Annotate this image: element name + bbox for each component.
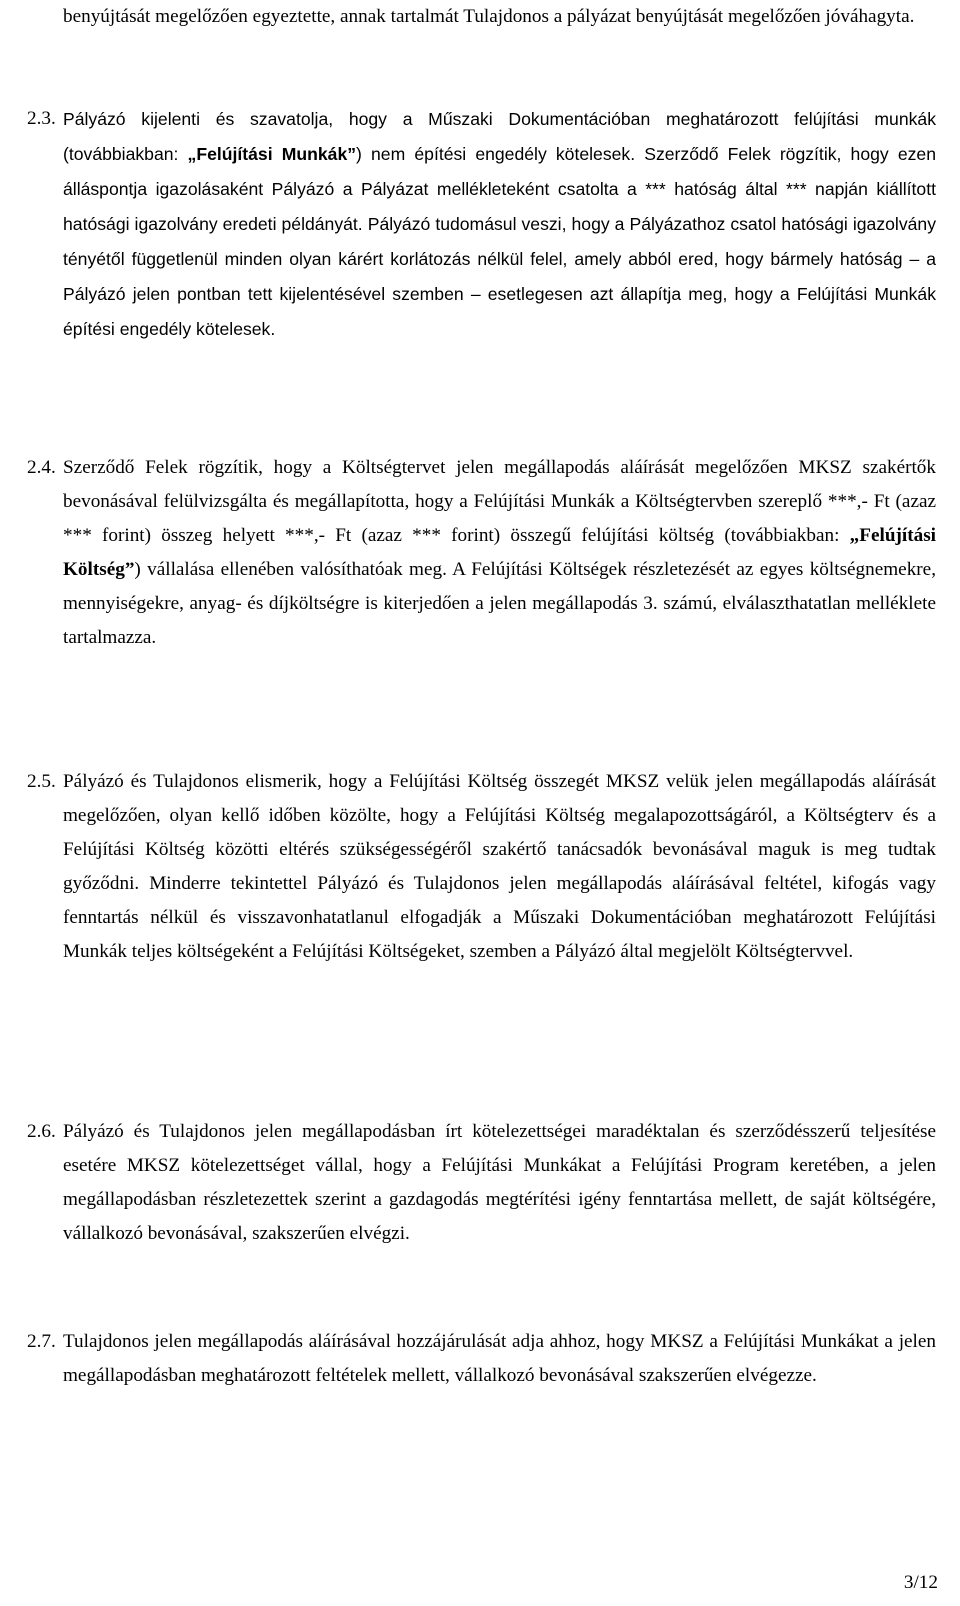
section-number: 2.4.: [27, 457, 56, 478]
section-number: 2.3.: [27, 108, 56, 129]
section-text: Tulajdonos jelen megállapodás aláírásával hozzájárulását adja ahhoz, hogy MKSZ a Felújítási Munkákat a jelen megállapodásban meghatározott feltételek mellett, vállalkozó bevonásával szakszerűen elvégezze.: [63, 1331, 936, 1386]
section-text: [63, 102, 936, 347]
section-text-part: ) vállalása ellenében valósíthatóak meg. A Felújítási Költségek részletezését az egyes költségnemekre, mennyiségekre, anyag- és díjköltségre is kiterjedően a jelen megállapodás 3. számú, elválaszthatatlan melléklete tartalmazza.: [63, 559, 936, 648]
section-number: 2.7.: [27, 1331, 56, 1352]
defined-term: „Felújítási Munkák”: [187, 144, 357, 164]
section-number: 2.6.: [27, 1121, 56, 1142]
defined-term: „Felújítási Költség”: [63, 525, 936, 580]
section-text: Pályázó és Tulajdonos jelen megállapodásban írt kötelezettségei maradéktalan és szerződésszerű teljesítése esetére MKSZ kötelezettséget vállal, hogy a Felújítási Munkákat a Felújítási Program keretében, a jelen megállapodásban részletezettek szerint a gazdagodás megtérítési igény fenntartása mellett, de saját költségére, vállalkozó bevonásával, szakszerűen elvégzi.: [63, 1121, 936, 1244]
section-text-part: ) nem építési engedély kötelesek.: [356, 144, 645, 164]
section-number: 2.5.: [27, 771, 56, 792]
section-text-part: Szerződő Felek rögzítik, hogy ezen álláspontja igazolásaként Pályázó a Pályázat mellékleteként csatolta a *** hatóság által *** napján kiállított hatósági igazolvány eredeti példányát. Pályázó tudomásul veszi, hogy a Pályázathoz csatol hatósági igazolvány tényétől függetlenül minden olyan kárért korlátozás nélkül felel, amely abból ered, hogy bármely hatóság – a Pályázó jelen pontban tett kijelentésével szemben – esetlegesen azt állapítja meg, hogy a Felújítási Munkák építési engedély kötelesek.: [63, 144, 936, 339]
section-text: Pályázó és Tulajdonos elismerik, hogy a Felújítási Költség összegét MKSZ velük jelen megállapodás aláírását megelőzően, olyan kellő időben közölte, hogy a Felújítási Költség megalapozottságáról, a Költségterv és a Felújítási Költség közötti eltérés szükségességéről szakértő tanácsadók bevonásával maguk is meg tudtak győződni. Minderre tekintettel Pályázó és Tulajdonos jelen megállapodás aláírásával feltétel, kifogás vagy fenntartás nélkül és visszavonhatatlanul elfogadják a Műszaki Dokumentációban meghatározott Felújítási Munkák teljes költségeként a Felújítási Költségeket, szemben a Pályázó által megjelölt Költségtervvel.: [63, 771, 936, 962]
section-text-part: Pályázó kijelenti és szavatolja, hogy a Műszaki Dokumentációban meghatározott felújítási munkák (továbbiakban:: [63, 109, 936, 164]
continuation-paragraph: benyújtását megelőzően egyeztette, annak tartalmát Tulajdonos a pályázat benyújtását megelőzően jóváhagyta.: [63, 6, 915, 27]
page-number: 3/12: [903, 1572, 938, 1593]
section-text-part: Szerződő Felek rögzítik, hogy a Költségtervet jelen megállapodás aláírását megelőzően MKSZ szakértők bevonásával felülvizsgálta és megállapította, hogy a Felújítási Munkák a Költségtervben szereplő ***,- Ft (azaz *** forint) összeg helyett ***,- Ft (azaz *** forint) összegű felújítási költség (továbbiakban:: [63, 457, 936, 546]
section-text: [63, 451, 936, 655]
